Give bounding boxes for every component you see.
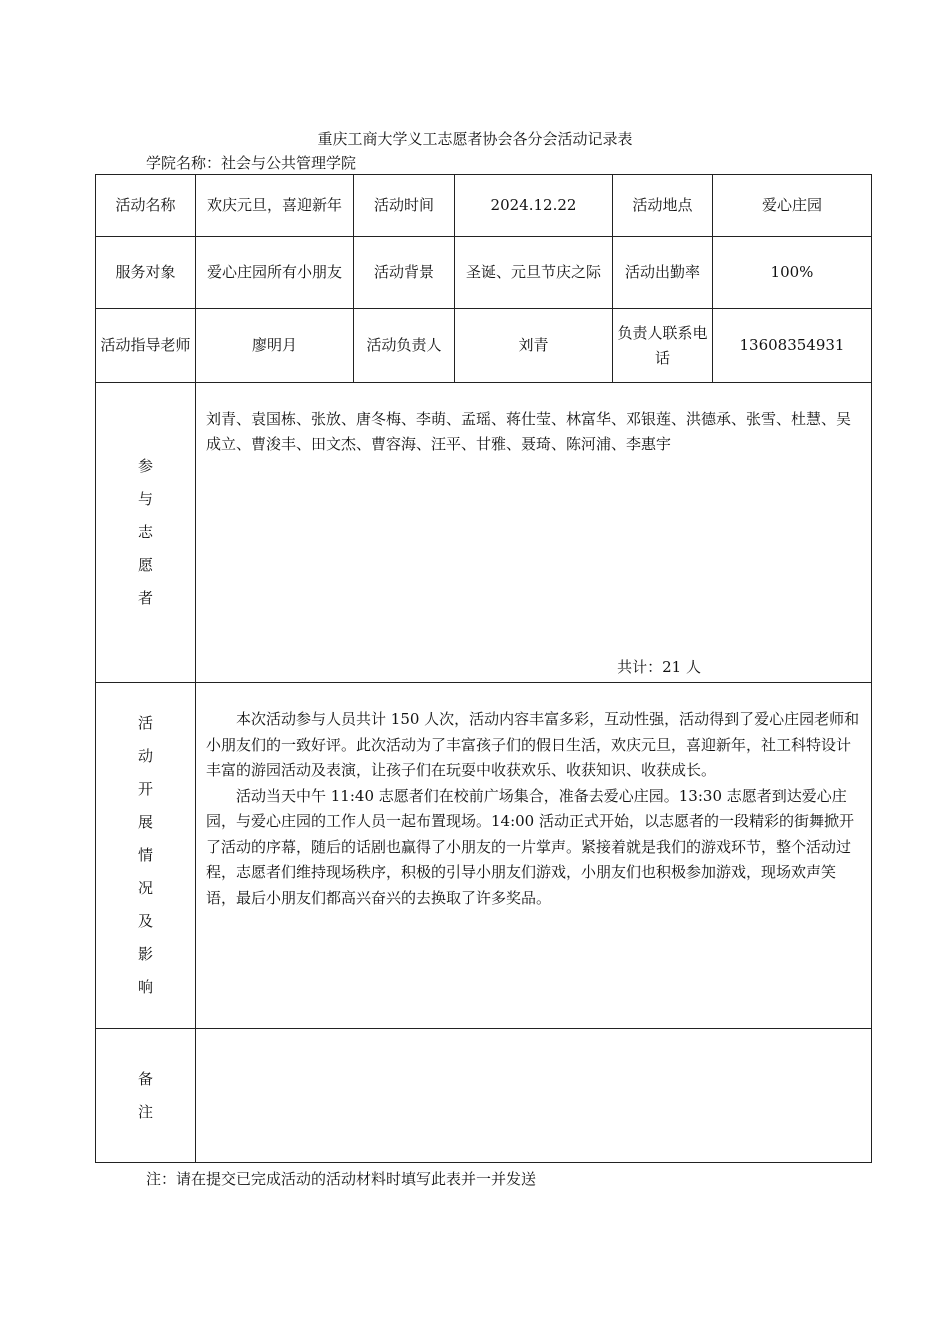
activity-details-label-char: 开: [137, 780, 153, 798]
volunteers-label-char: 参: [137, 457, 153, 475]
volunteers-label: [96, 383, 196, 683]
activity-details-label-char: 动: [137, 747, 153, 765]
volunteers-label-char: 与: [137, 490, 153, 508]
activity-details-content: [196, 683, 872, 1029]
activity-details-label-char: 影: [137, 945, 153, 963]
attendance-label: 活动出勤率: [613, 237, 713, 309]
remarks-label: [96, 1029, 196, 1163]
activity-background-value: 圣诞、元旦节庆之际: [455, 237, 613, 309]
remarks-content: [196, 1029, 872, 1163]
activity-place-label: 活动地点: [613, 175, 713, 237]
leader-value: 刘青: [455, 309, 613, 383]
form-title: 重庆工商大学义工志愿者协会各分会活动记录表: [317, 130, 633, 148]
activity-details-label-char: 况: [137, 879, 153, 897]
row-service-info: [96, 237, 872, 309]
volunteer-names: 刘青、袁国栋、张放、唐冬梅、李萌、孟瑶、蒋仕莹、林富华、邓银莲、洪德承、张雪、杜慧、吴成立、曹浚丰、田文杰、曹容海、汪平、甘雅、聂琦、陈河浦、李惠宇: [206, 410, 852, 453]
activity-time-label: 活动时间: [354, 175, 455, 237]
activity-details-label-char: 情: [137, 846, 153, 864]
row-remarks: [96, 1029, 872, 1163]
activity-time-value: 2024.12.22: [455, 175, 613, 237]
attendance-value: 100%: [713, 237, 872, 309]
activity-name-value: 欢庆元旦，喜迎新年: [196, 175, 354, 237]
volunteers-label-char: 者: [137, 589, 153, 607]
activity-name-label: 活动名称: [96, 175, 196, 237]
phone-label: 负责人联系电话: [613, 309, 713, 383]
activity-details-label: [96, 683, 196, 1029]
activity-background-label: 活动背景: [354, 237, 455, 309]
footer-note: 注：请在提交已完成活动的活动材料时填写此表并一并发送: [146, 1170, 537, 1188]
volunteers-content: [196, 383, 872, 683]
activity-place-value: 爱心庄园: [713, 175, 872, 237]
activity-details-label-char: 响: [137, 978, 153, 996]
remarks-label-char: 注: [137, 1102, 153, 1121]
advisor-value: 廖明月: [196, 309, 354, 383]
advisor-label: 活动指导老师: [96, 309, 196, 383]
activity-paragraph: 本次活动参与人员共计 150 人次，活动内容丰富多彩，互动性强，活动得到了爱心庄园老师和小朋友们的一致好评。此次活动为了丰富孩子们的假日生活，欢庆元旦，喜迎新年，社工科特设计丰富的游园活动及表演，让孩子们在玩耍中收获欢乐、收获知识、收获成长。: [206, 710, 860, 779]
leader-label: 活动负责人: [354, 309, 455, 383]
remarks-label-char: 备: [137, 1069, 153, 1088]
row-volunteers: [96, 383, 872, 683]
activity-details-label-char: 活: [137, 714, 153, 732]
activity-details-label-char: 及: [137, 912, 153, 930]
volunteer-total: 共计：21 人: [617, 658, 701, 676]
volunteers-label-char: 愿: [137, 556, 153, 574]
row-contact-info: [96, 309, 872, 383]
volunteers-label-char: 志: [137, 523, 153, 541]
phone-value: 13608354931: [713, 309, 872, 383]
service-target-label: 服务对象: [96, 237, 196, 309]
row-activity-details: [96, 683, 872, 1029]
row-activity-info: [96, 175, 872, 237]
activity-details-label-char: 展: [137, 813, 153, 831]
activity-record-table: [95, 174, 872, 1163]
college-name: 学院名称：社会与公共管理学院: [146, 154, 357, 172]
activity-paragraph: 活动当天中午 11:40 志愿者们在校前广场集合，准备去爱心庄园。13:30 志愿者到达爱心庄园，与爱心庄园的工作人员一起布置现场。14:00 活动正式开始，以志愿者的一段精彩的街舞掀开了活动的序幕，随后的话剧也赢得了小朋友的一片掌声。紧接着就是我们的游戏环节，整个活动过程，志愿者们维持现场秩序，积极的引导小朋友们游戏，小朋友们也积极参加游戏，现场欢声笑语，最后小朋友们都高兴奋兴的去换取了许多奖品。: [206, 786, 854, 907]
service-target-value: 爱心庄园所有小朋友: [196, 237, 354, 309]
